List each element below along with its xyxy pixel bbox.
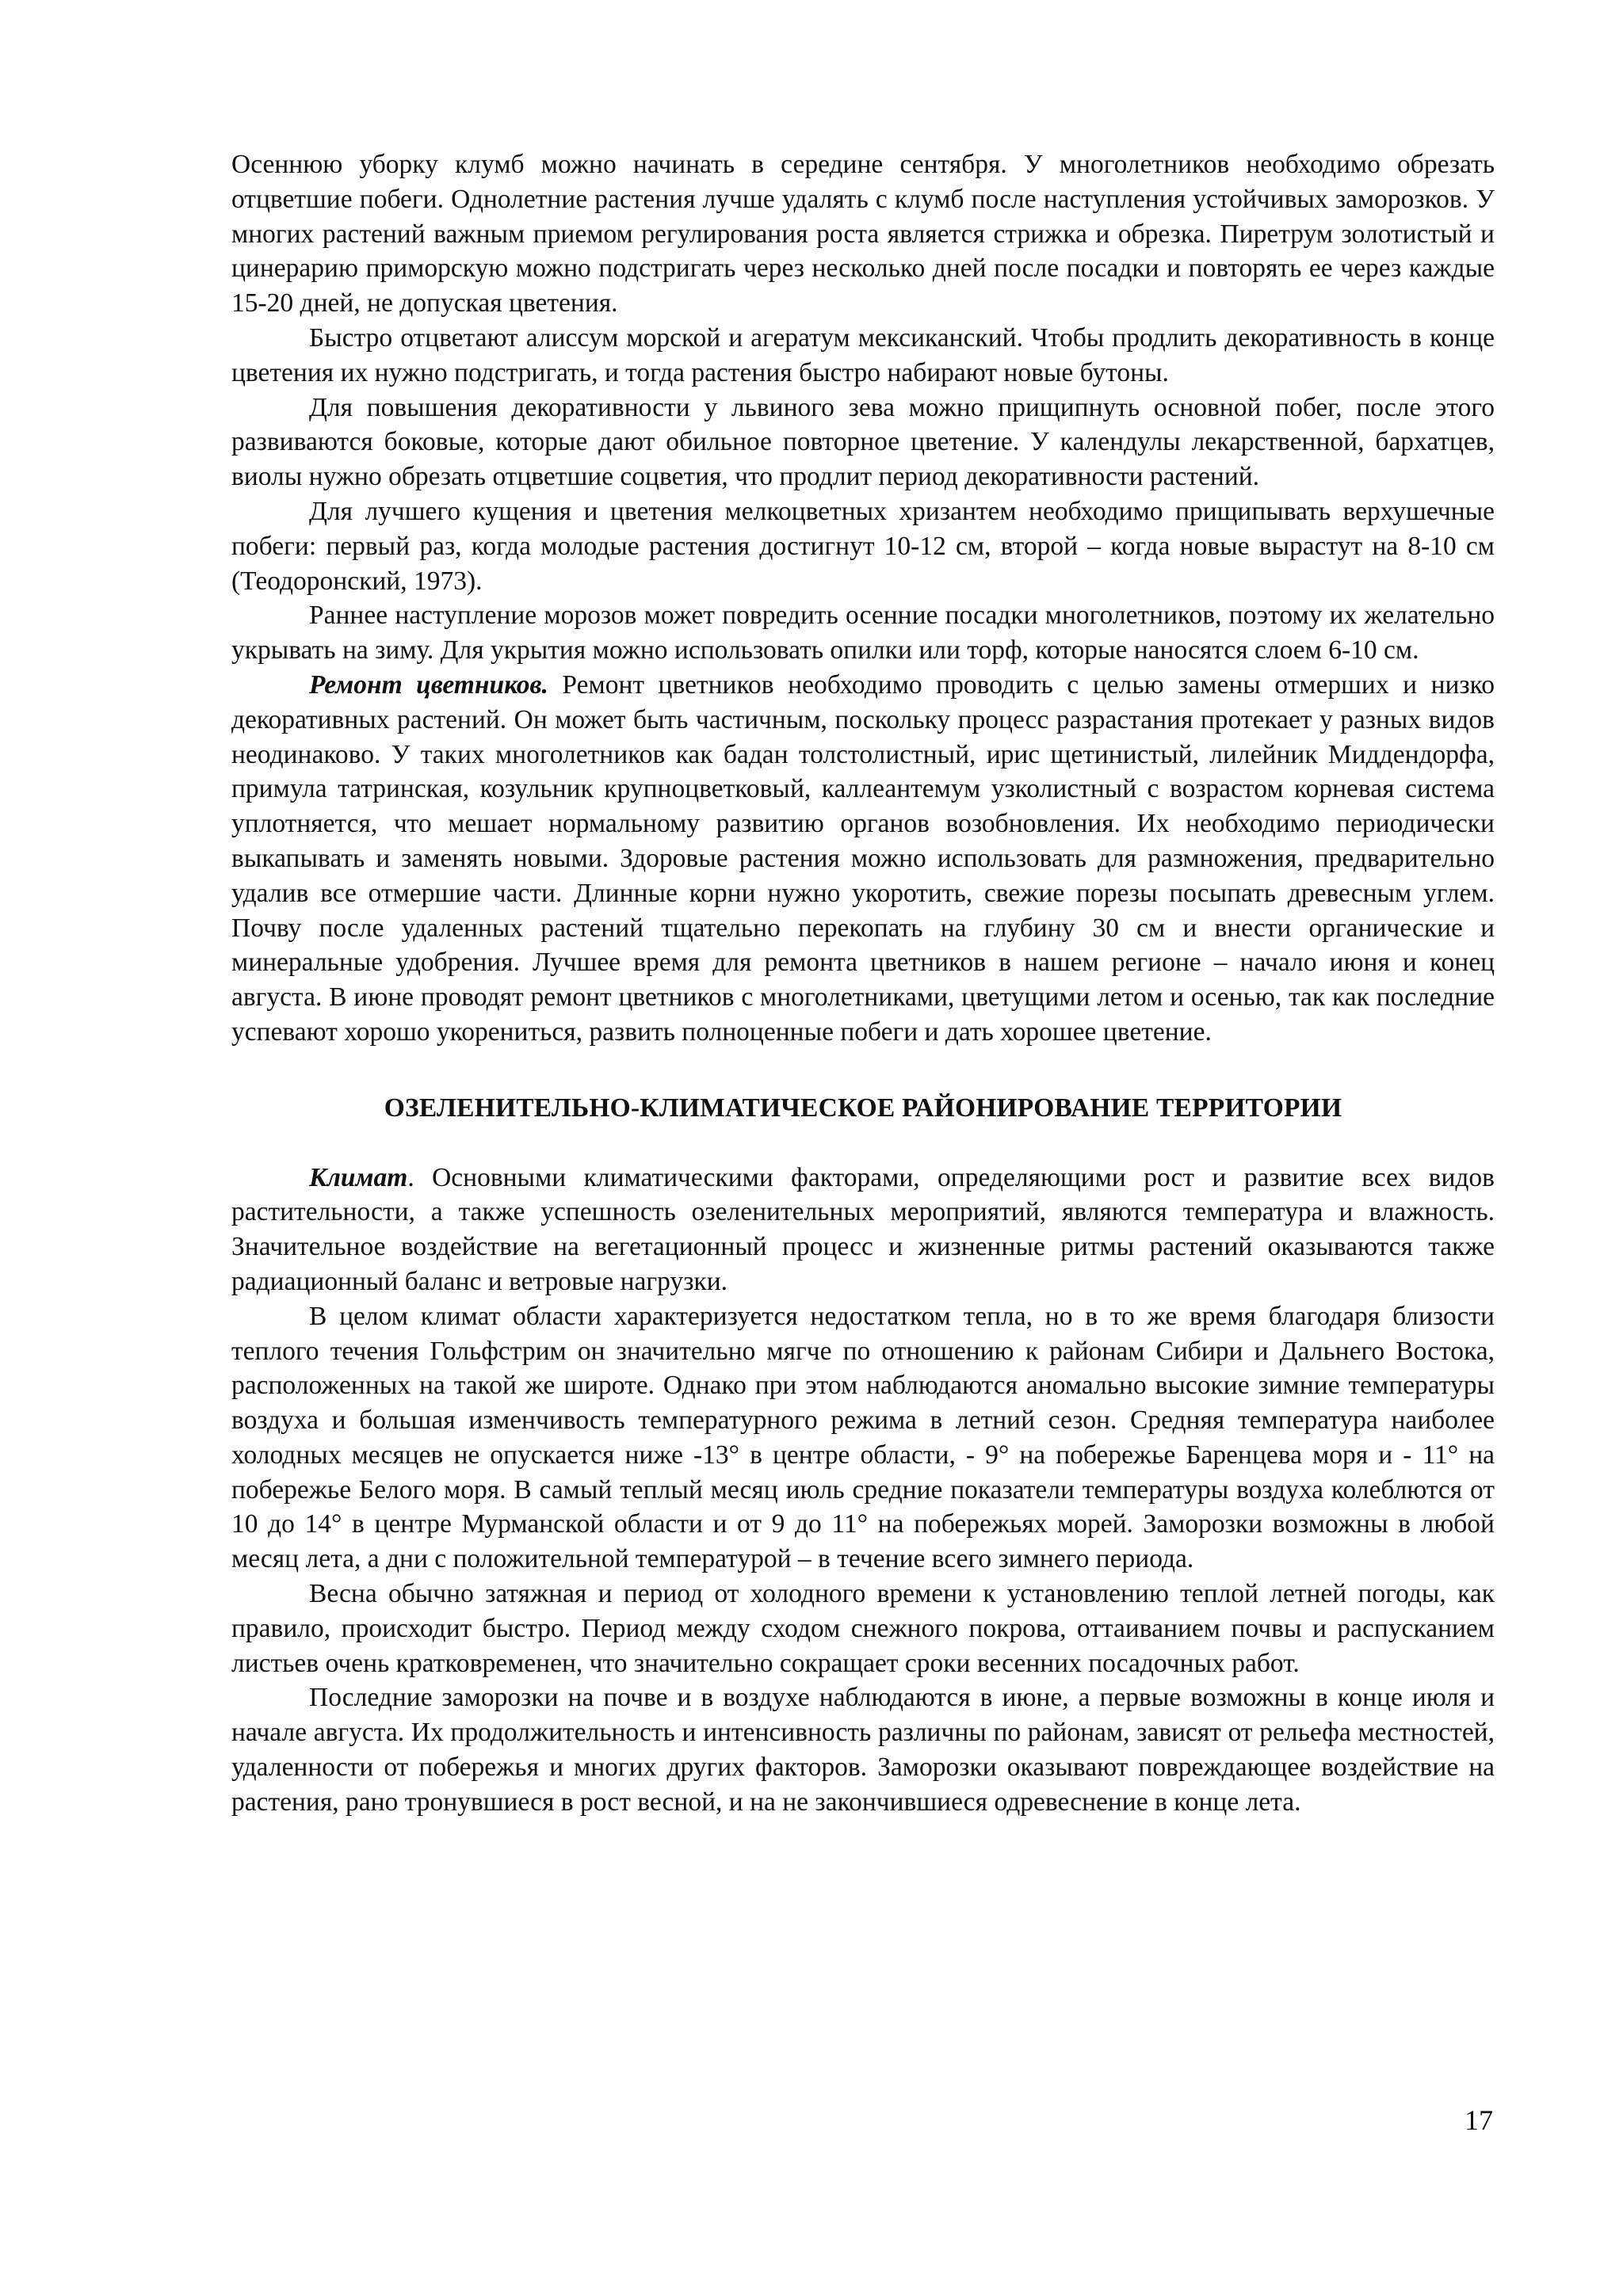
paragraph-frost-cover: Раннее наступление морозов может повредить осенние посадки многолетников, поэтому их желательно укрывать на зиму. Для укрытия можно использовать опилки или торф, которые наносятся слоем 6-10 см. [231,601,1495,666]
paragraph-alyssum: Быстро отцветают алиссум морской и агератум мексиканский. Чтобы продлить декоративность в конце цветения их нужно подстригать, и тогда растения быстро набирают новые бутоны. [231,322,1495,387]
paragraph-spring: Весна обычно затяжная и период от холодного времени к установлению теплой летней погоды, как правило, происходит быстро. Период между сходом снежного покрова, оттаиванием почвы и распусканием листьев очень кратковременен, что значительно сокращает сроки весенних посадочных работ. [231,1579,1495,1678]
paragraph-autumn-cleanup: Осеннюю уборку клумб можно начинать в середине сентября. У многолетников необходимо обрезать отцветшие побеги. Однолетние растения лучше удалять с клумб после наступления устойчивых заморозков. У многих растений важным приемом регулирования роста является стрижка и обрезка. Пиретрум золотистый и цинерарию приморскую можно подстригать через несколько дней после посадки и повторять ее через каждые 15-20 дней, не допуская цветения. [231,150,1495,318]
section-heading: ОЗЕЛЕНИТЕЛЬНО-КЛИМАТИЧЕСКОЕ РАЙОНИРОВАНИЕ ТЕРРИТОРИИ [384,1093,1342,1123]
paragraph-frosts: Последние заморозки на почве и в воздухе наблюдаются в июне, а первые возможны в конце июля и начале августа. Их продолжительность и интенсивность различны по районам, зависят от рельефа местностей, удаленности от побережья и многих других факторов. Заморозки оказывают повреждающее воздействие на растения, рано тронувшиеся в рост весной, и на не закончившиеся одревеснение в конце лета. [231,1683,1495,1817]
repair-text: Ремонт цветников необходимо проводить с целью замены отмерших и низко декоративных растений. Он может быть частичным, поскольку процесс разрастания протекает у разных видов неодинаково. У таких многолетников как бадан толстолистный, ирис щетинистый, лилейник Миддендорфа, примула татринская, козульник крупноцветковый, каллеантемум узколистный с возрастом корневая система уплотняется, что мешает нормальному развитию органов возобновления. Их необходимо периодически выкапывать и заменять новыми. Здоровые растения можно использовать для размножения, предварительно удалив все отмершие части. Длинные корни нужно укоротить, свежие порезы посыпать древесным углем. Почву после удаленных растений тщательно перекопать на глубину 30 см и внести органические и минеральные удобрения. Лучшее время для ремонта цветников в нашем регионе – начало июня и конец августа. В июне проводят ремонт цветников с многолетниками, цветущими летом и осенью, так как последние успевают хорошо укорениться, развить полноценные побеги и дать хорошее цветение. [231,669,1495,1047]
paragraph-repair [231,668,1495,1050]
climate-lead: Климат [309,1162,408,1192]
climate-text: . Основными климатическими факторами, определяющими рост и развитие всех видов растительности, а также успешность озеленительных мероприятий, являются температура и влажность. Значительное воздействие на вегетационный процесс и жизненные ритмы растений оказываются также радиационный баланс и ветровые нагрузки. [231,1162,1495,1296]
paragraph-climate-general: В целом климат области характеризуется недостатком тепла, но в то же время благодаря близости теплого течения Гольфстрим он значительно мягче по отношению к районам Сибири и Дальнего Востока, расположенных на такой же широте. Однако при этом наблюдаются аномально высокие зимние температуры воздуха и большая изменчивость температурного режима в летний сезон. Средняя температура наиболее холодных месяцев не опускается ниже -13° в центре области, - 9° на побережье Баренцева моря и - 11° на побережье Белого моря. В самый теплый месяц июль средние показатели температуры воздуха колеблются от 10 до 14° в центре Мурманской области и от 9 до 11° на побережьях морей. Заморозки возможны в любой месяц лета, а дни с положительной температурой – в течение всего зимнего периода. [231,1301,1495,1574]
page-number: 17 [1465,2104,1493,2136]
paragraph-chrysanthemum: Для лучшего кущения и цветения мелкоцветных хризантем необходимо прищипывать верхушечные побеги: первый раз, когда молодые растения достигнут 10-12 см, второй – когда новые вырастут на 8-10 см (Теодоронский, 1973). [231,496,1495,596]
page-content [231,147,1495,1820]
paragraph-climate [231,1161,1495,1299]
repair-lead: Ремонт цветников. [309,669,548,700]
paragraph-snapdragon: Для повышения декоративности у львиного зева можно прищипнуть основной побег, после этого развиваются боковые, которые дают обильное повторное цветение. У календулы лекарственной, бархатцев, виолы нужно обрезать отцветшие соцветия, что продлит период декоративности растений. [231,392,1495,492]
